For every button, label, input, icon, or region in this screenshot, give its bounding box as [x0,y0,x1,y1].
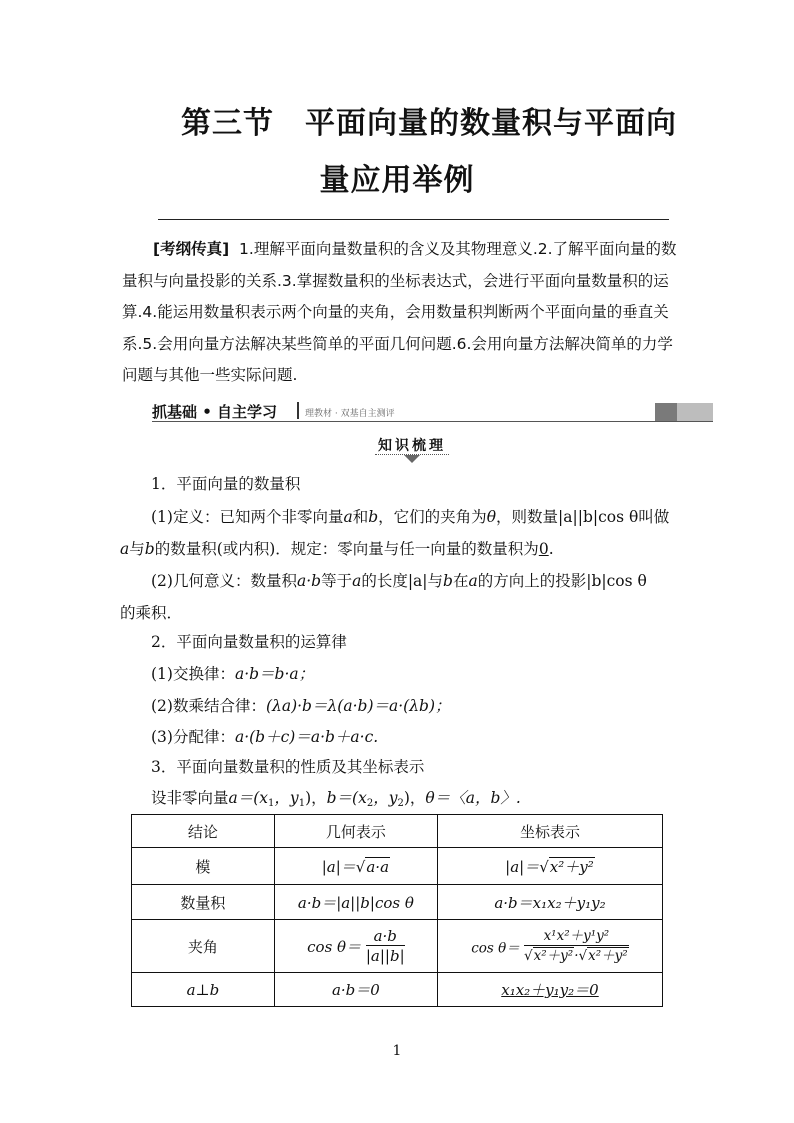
table-cell: x₁x₂＋y₁y₂＝0 [437,973,662,1007]
table-cell: 模 [132,848,275,885]
table-cell: a·b＝x₁x₂＋y₁y₂ [437,885,662,920]
table-row [132,885,663,920]
title-divider [158,219,669,220]
table-header-cell: 坐标表示 [437,815,662,848]
section-header-separator [297,402,299,419]
syllabus-paragraph [122,234,677,392]
law-scalar-associative: (2)数乘结合律：(λa)·b＝λ(a·b)＝a·(λb)； [151,697,451,715]
table-header-row [132,815,663,848]
heading-1: 1．平面向量的数量积 [151,475,301,493]
heading-3: 3．平面向量数量积的性质及其坐标表示 [151,758,425,776]
table-cell: 夹角 [132,920,275,973]
table-header-cell: 几何表示 [274,815,437,848]
table-cell: cos θ＝ $\frac{\text{x¹x²＋y¹y²}}{\text{√x²＋y²·√x²＋y²}}$ [437,920,662,973]
section-header-label: 抓基础 • 自主学习 [152,403,278,421]
law-distributive: (3)分配律：a·(b＋c)＝a·b＋a·c. [151,728,379,746]
table-cell: a·b＝0 [274,973,437,1007]
table-row [132,973,663,1007]
table-row [132,848,663,885]
table-cell: 数量积 [132,885,275,920]
section-header-sub: 理教材 · 双基自主测评 [305,409,395,419]
table-cell: a·b＝|a||b|cos θ [274,885,437,920]
geometric-meaning-line-2: 的乘积． [120,604,183,622]
table-cell: cos θ＝ $\frac{a\cdot b}{|a||b|}$ [274,920,437,973]
setup-line: 设非零向量$a=(x_1$，$y_1$)，$b=(x_2$，$y_2$)，θ＝〈a，b〉. [151,789,521,809]
syllabus-tag: [考纲传真] [153,240,230,258]
definition-line-2: a与b的数量积(或内积)．规定：零向量与任一向量的数量积为0. [120,540,554,558]
table-header-cell: 结论 [132,815,275,848]
definition-line-1: (1)定义：已知两个非零向量a和b，它们的夹角为θ，则数量|a||b|cos θ叫做 [151,508,670,526]
knowledge-badge [373,435,451,465]
properties-table [131,814,663,1007]
geometric-meaning-line-1: (2)几何意义：数量积a·b等于a的长度|a|与b在a的方向上的投影|b|cos θ [151,572,647,590]
page-title-line1: 第三节 平面向量的数量积与平面向 [181,106,677,141]
law-commutative: (1)交换律：a·b＝b·a； [151,665,315,683]
heading-2: 2．平面向量数量积的运算律 [151,633,347,651]
table-cell: a⊥b [132,973,275,1007]
table-cell: |a|＝√x²＋y² [437,848,662,885]
syllabus-text: 1.理解平面向量数量积的含义及其物理意义.2.了解平面向量的数量积与向量投影的关系.3.掌握数量积的坐标表达式，会进行平面向量数量积的运算.4.能运用数量积表示两个向量的夹角，会用数量积判断两个平面向量的垂直关系.5.会用向量方法解决某些简单的平面几何问题.6.会用向量方法解决简单的力学问题与其他一些实际问题. [122,240,677,384]
page-number: 1 [392,1043,402,1059]
table-cell: |a|＝√a·a [274,848,437,885]
table-row [132,920,663,973]
section-header-bar [152,401,713,422]
section-header-dark-block [655,403,677,421]
section-header-light-block [677,403,713,421]
knowledge-badge-label: 知识梳理 [378,438,446,454]
page-title-line2: 量应用举例 [319,163,475,198]
triangle-down-icon [404,455,420,463]
